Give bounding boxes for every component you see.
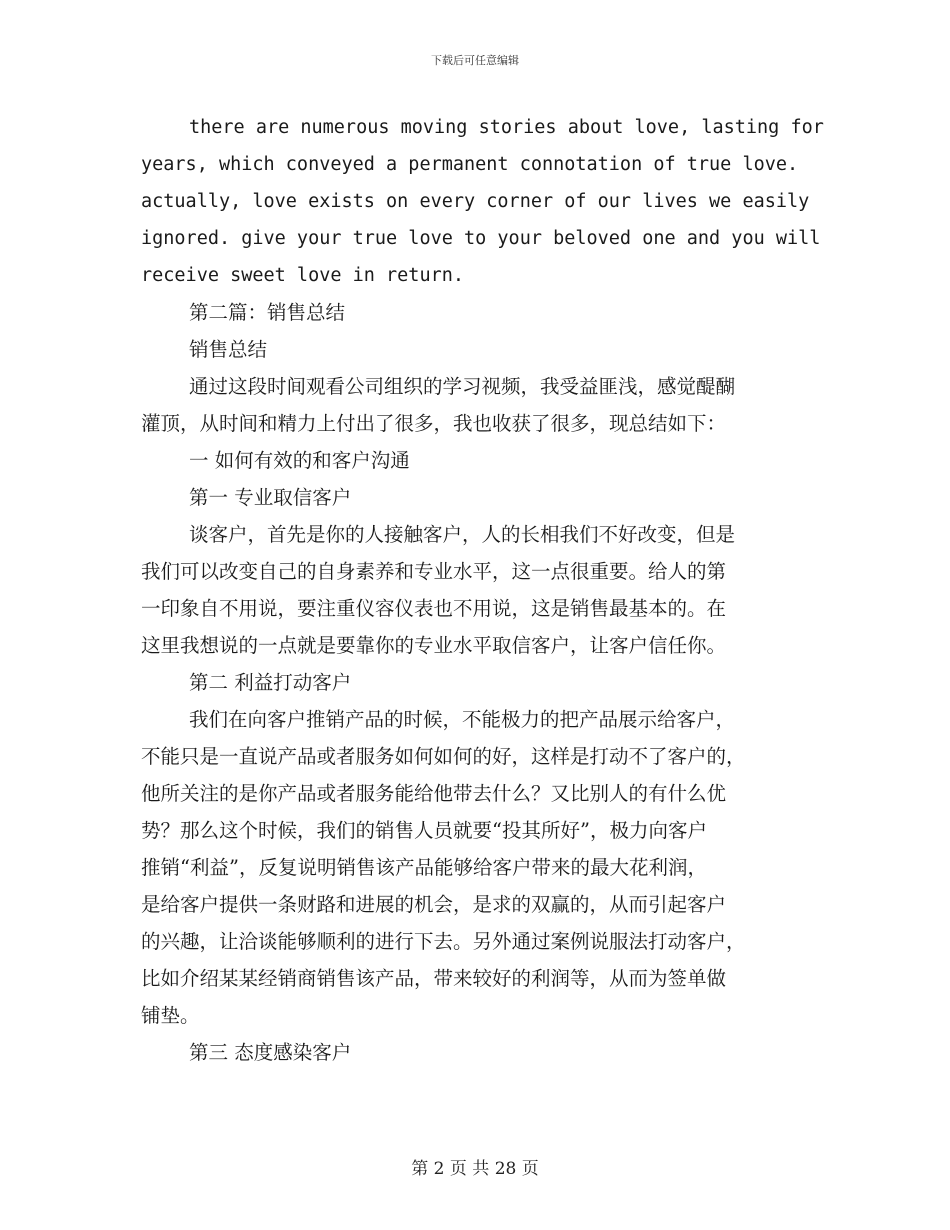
text-line: 通过这段时间观看公司组织的学习视频，我受益匪浅，感觉醍醐 <box>189 375 736 398</box>
text-line: 铺垫。 <box>141 1004 200 1027</box>
subheading: 第一 专业取信客户 <box>189 486 352 509</box>
text-line: 我们在向客户推销产品的时候，不能极力的把产品展示给客户， <box>189 708 736 731</box>
text-line: receive sweet love in return. <box>141 265 465 286</box>
text-line: 这里我想说的一点就是要靠你的专业水平取信客户，让客户信任你。 <box>141 634 727 657</box>
text-line: years, which conveyed a permanent connotation of true love. <box>141 154 799 175</box>
text-line: 我们可以改变自己的自身素养和专业水平，这一点很重要。给人的第 <box>141 560 727 583</box>
text-line: 势？那么这个时候，我们的销售人员就要“投其所好”，极力向客户 <box>141 819 707 842</box>
section-title: 销售总结 <box>189 338 268 361</box>
page-number: 第 2 页 共 28 页 <box>411 1159 539 1179</box>
document-body <box>141 109 824 1071</box>
english-paragraph <box>141 109 824 294</box>
text-line: 不能只是一直说产品或者服务如何如何的好，这样是打动不了客户的， <box>141 745 746 768</box>
text-line: 灌顶，从时间和精力上付出了很多，我也收获了很多，现总结如下： <box>141 412 727 435</box>
text-line: ignored. give your true love to your beloved one and you will <box>141 228 821 249</box>
text-line: actually, love exists on every corner of our lives we easily <box>141 191 810 212</box>
subheading: 第二 利益打动客户 <box>189 671 352 694</box>
text-line: 比如介绍某某经销商销售该产品，带来较好的利润等，从而为签单做 <box>141 967 727 990</box>
subheading: 一 如何有效的和客户沟通 <box>189 449 410 472</box>
subheading: 第三 态度感染客户 <box>189 1041 352 1064</box>
text-line: 推销“利益”，反复说明销售该产品能够给客户带来的最大花利润， <box>141 856 707 879</box>
text-line: 的兴趣，让洽谈能够顺利的进行下去。另外通过案例说服法打动客户， <box>141 930 746 953</box>
text-line: 是给客户提供一条财路和进展的机会，是求的双赢的，从而引起客户 <box>141 893 727 916</box>
page-header: 下载后可任意编辑 <box>431 54 519 67</box>
text-line: 谈客户，首先是你的人接触客户，人的长相我们不好改变，但是 <box>189 523 736 546</box>
text-line: 他所关注的是你产品或者服务能给他带去什么？又比别人的有什么优 <box>141 782 727 805</box>
text-line: 一印象自不用说，要注重仪容仪表也不用说，这是销售最基本的。在 <box>141 597 727 620</box>
text-line: there are numerous moving stories about love, lasting for <box>189 117 824 138</box>
section-heading: 第二篇：销售总结 <box>189 301 346 324</box>
